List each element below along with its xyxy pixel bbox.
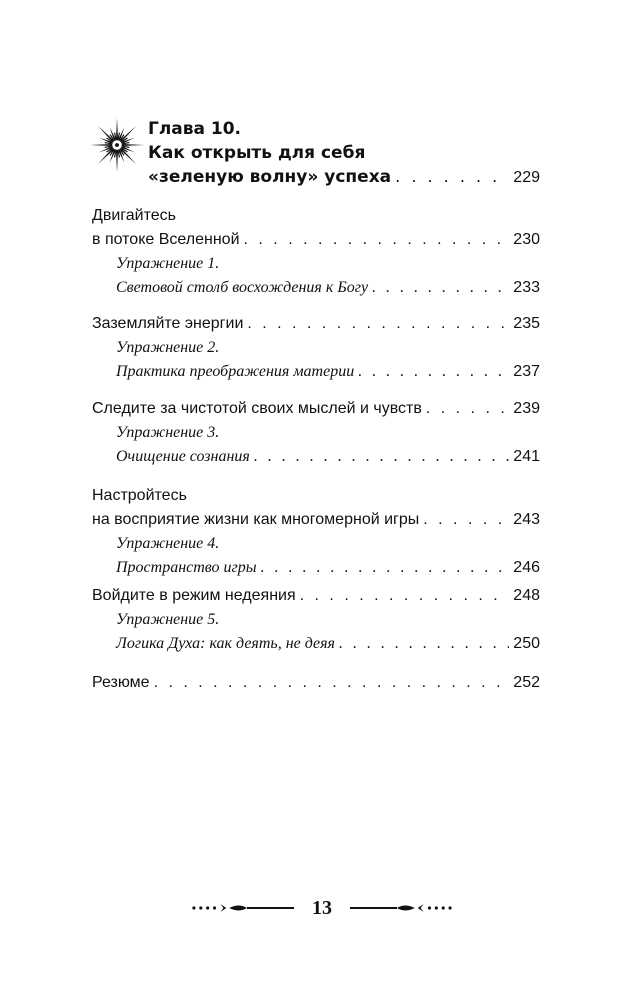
leader-dots [426, 397, 509, 421]
exercise-title: Логика Духа: как деять, не деяя [116, 635, 335, 652]
entry-title: Резюме [92, 674, 150, 691]
exercise-number: Упражнение 4. [116, 535, 220, 552]
toc-entry [92, 484, 540, 580]
entry-row[interactable] [92, 397, 540, 421]
exercise-entry [92, 608, 540, 656]
leader-dots [358, 360, 509, 384]
chapter-title-text: «зеленую волну» успеха [148, 167, 392, 187]
exercise-number: Упражнение 2. [116, 339, 220, 356]
exercise-entry [92, 336, 540, 384]
entry-title: в потоке Вселенной [92, 231, 240, 248]
entry-title-line: Настройтесь [92, 487, 187, 504]
leader-dots [154, 671, 510, 695]
toc-entry [92, 584, 540, 656]
exercise-title: Пространство игры [116, 559, 257, 576]
page-number: 235 [513, 315, 540, 332]
leader-dots [247, 312, 509, 336]
entry-title-line: Двигайтесь [92, 207, 176, 224]
entry-row[interactable] [92, 671, 540, 695]
entry-title: Заземляйте энергии [92, 315, 244, 332]
page-number: 239 [513, 400, 540, 417]
leader-dots [261, 556, 510, 580]
exercise-entry [92, 532, 540, 580]
right-flourish-icon [346, 901, 454, 915]
leader-dots [300, 584, 510, 608]
exercise-row[interactable] [92, 360, 540, 384]
exercise-entry [92, 421, 540, 469]
toc-entry [92, 204, 540, 300]
toc-entry [92, 312, 540, 384]
page-number: 250 [513, 635, 540, 652]
leader-dots [339, 632, 509, 656]
page-number: 248 [513, 587, 540, 604]
starburst-ornament-icon [88, 114, 146, 176]
entry-title: Следите за чистотой своих мыслей и чувств [92, 400, 422, 417]
page-number: 241 [513, 448, 540, 465]
leader-dots [423, 508, 509, 532]
chapter-page-number: 229 [513, 169, 540, 186]
leader-dots [372, 276, 509, 300]
chapter-number: Глава 10. [148, 119, 242, 139]
entry-row[interactable] [92, 584, 540, 608]
exercise-row[interactable] [92, 632, 540, 656]
chapter-title-line2[interactable] [148, 165, 540, 189]
exercise-title: Практика преображения материи [116, 363, 355, 380]
page-number-footer: 13 [312, 896, 332, 919]
leader-dots [254, 445, 509, 469]
page-number: 233 [513, 279, 540, 296]
chapter-title-line1: Как открыть для себя [148, 143, 366, 163]
leader-dots [395, 165, 509, 189]
page-number: 230 [513, 231, 540, 248]
exercise-entry [92, 252, 540, 300]
page-number: 237 [513, 363, 540, 380]
leader-dots [244, 228, 510, 252]
entry-title: Войдите в режим недеяния [92, 587, 296, 604]
entry-title: на восприятие жизни как многомерной игры [92, 511, 420, 528]
exercise-row[interactable] [92, 276, 540, 300]
left-flourish-icon [190, 901, 298, 915]
toc-entry [92, 671, 540, 695]
exercise-row[interactable] [92, 445, 540, 469]
entry-row[interactable] [92, 228, 540, 252]
exercise-title: Световой столб восхождения к Богу [116, 279, 369, 296]
exercise-number: Упражнение 3. [116, 424, 220, 441]
page-number: 252 [513, 674, 540, 691]
exercise-row[interactable] [92, 556, 540, 580]
toc-entry [92, 397, 540, 469]
page-footer [190, 893, 454, 923]
entry-row[interactable] [92, 508, 540, 532]
entry-row[interactable] [92, 312, 540, 336]
chapter-heading [88, 114, 540, 194]
page-number: 246 [513, 559, 540, 576]
exercise-title: Очищение сознания [116, 448, 250, 465]
exercise-number: Упражнение 1. [116, 255, 220, 272]
page-number: 243 [513, 511, 540, 528]
exercise-number: Упражнение 5. [116, 611, 220, 628]
